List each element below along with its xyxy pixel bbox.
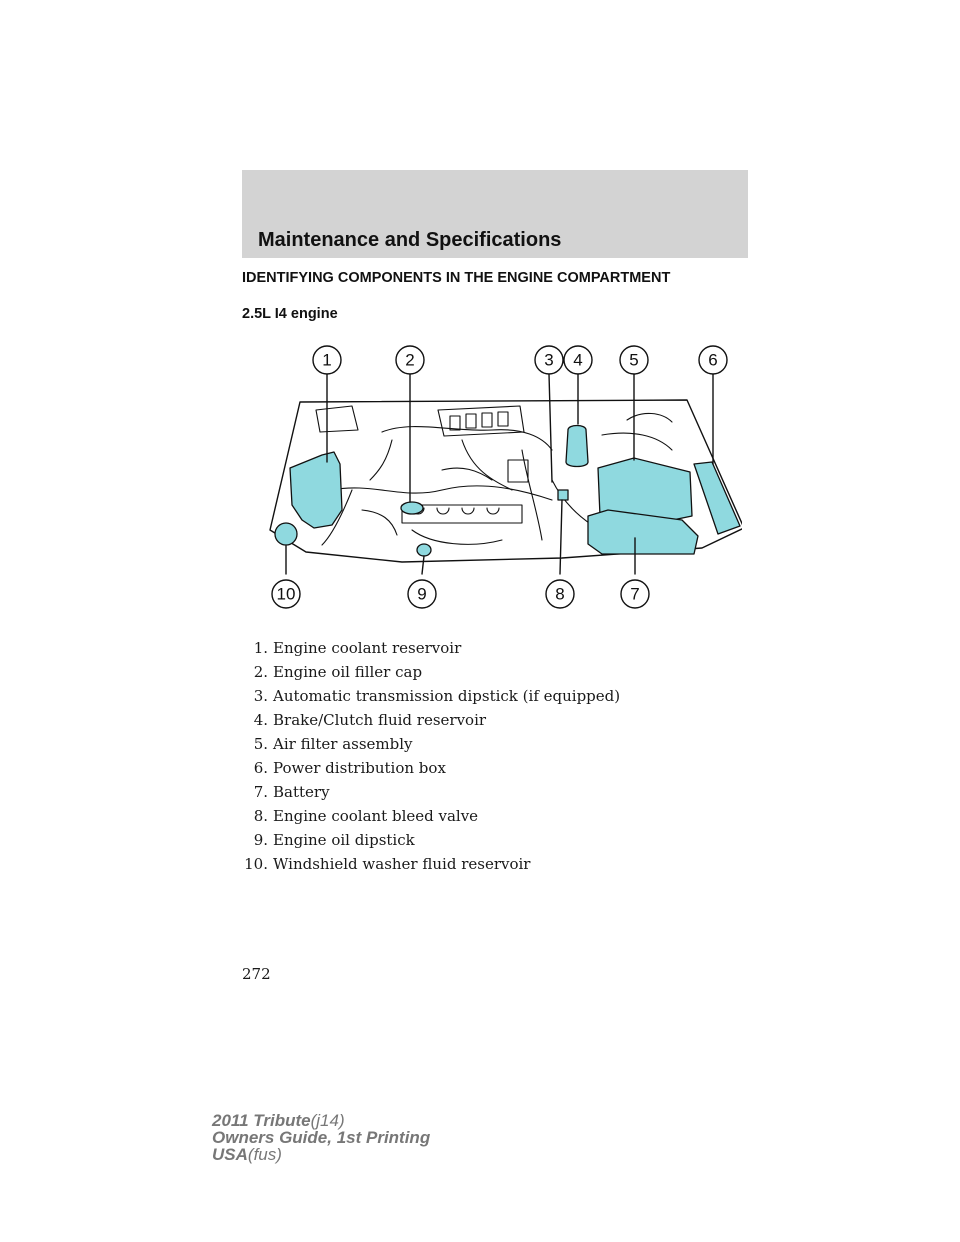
callout-4: 4 (573, 350, 583, 370)
washer-fluid-reservoir-shape (275, 523, 297, 545)
callout-5: 5 (629, 350, 639, 370)
section-title: IDENTIFYING COMPONENTS IN THE ENGINE COMPARTMENT (242, 270, 671, 286)
legend-number: 10. (244, 855, 268, 873)
legend-number: 3. (253, 687, 268, 705)
callout-8: 8 (555, 584, 565, 604)
brake-fluid-reservoir-shape (566, 426, 588, 467)
legend-number: 9. (253, 831, 268, 849)
legend-item (242, 684, 620, 708)
legend-number: 7. (253, 783, 268, 801)
legend-text: Engine oil dipstick (273, 831, 415, 849)
legend-item (242, 708, 620, 732)
legend-text: Automatic transmission dipstick (if equipped) (273, 687, 621, 705)
legend-number: 8. (253, 807, 268, 825)
legend-item (242, 636, 620, 660)
oil-filler-cap-shape (401, 502, 423, 514)
print-footer (212, 1112, 430, 1163)
coolant-reservoir-shape (290, 452, 342, 528)
legend-text: Battery (273, 783, 330, 801)
footer-market-code: (fus) (247, 1145, 282, 1164)
engine-subtitle: 2.5L I4 engine (242, 306, 338, 322)
callout-10: 10 (276, 584, 296, 604)
legend-number: 6. (253, 759, 268, 777)
legend-text: Windshield washer fluid reservoir (273, 855, 531, 873)
legend-item (242, 828, 620, 852)
legend-item (242, 660, 620, 684)
coolant-bleed-valve-shape (558, 490, 568, 500)
footer-printing: Owners Guide, 1st Printing (212, 1128, 431, 1147)
footer-market: USA (212, 1145, 248, 1164)
power-distribution-box-shape (694, 462, 740, 534)
callout-7: 7 (630, 584, 640, 604)
legend-text: Air filter assembly (273, 735, 413, 753)
legend-item (242, 852, 620, 876)
legend-text: Engine coolant reservoir (273, 639, 462, 657)
component-legend (242, 636, 620, 876)
oil-dipstick-shape (417, 544, 431, 556)
legend-item (242, 780, 620, 804)
legend-item (242, 732, 620, 756)
page-number: 272 (242, 965, 271, 983)
legend-number: 2. (253, 663, 268, 681)
legend-number: 1. (253, 639, 268, 657)
legend-number: 5. (253, 735, 268, 753)
callout-2: 2 (405, 350, 415, 370)
callout-9: 9 (417, 584, 427, 604)
footer-model: 2011 Tribute (212, 1111, 311, 1130)
legend-text: Brake/Clutch fluid reservoir (273, 711, 487, 729)
callout-3: 3 (544, 350, 554, 370)
engine-compartment-diagram (262, 340, 742, 620)
footer-model-code: (j14) (310, 1111, 345, 1130)
page-header-title: Maintenance and Specifications (258, 229, 562, 251)
legend-text: Power distribution box (273, 759, 446, 777)
legend-text: Engine coolant bleed valve (273, 807, 479, 825)
legend-item (242, 804, 620, 828)
legend-number: 4. (253, 711, 268, 729)
callout-1: 1 (322, 350, 332, 370)
legend-item (242, 756, 620, 780)
highlighted-components (275, 426, 740, 557)
callout-6: 6 (708, 350, 718, 370)
legend-text: Engine oil filler cap (273, 663, 423, 681)
